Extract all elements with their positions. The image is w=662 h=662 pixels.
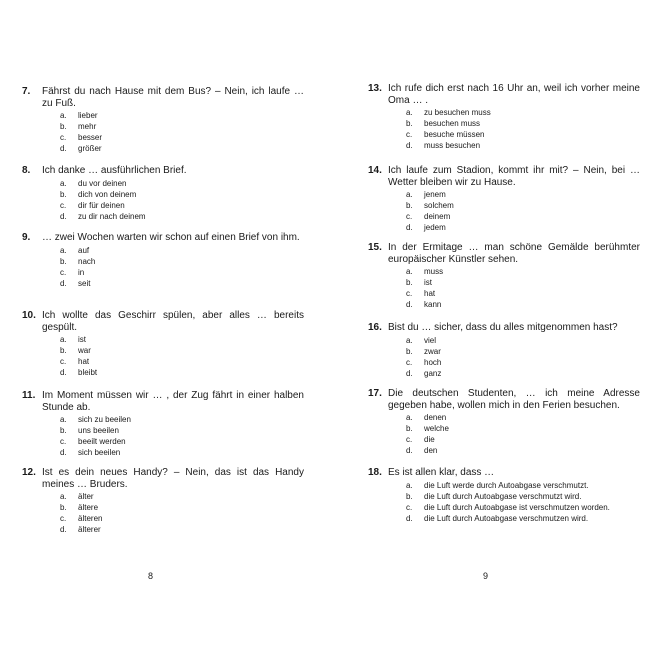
question-number: 17. (368, 388, 382, 399)
answer-option (60, 200, 304, 211)
option-letter: d. (406, 513, 413, 523)
answer-option (60, 178, 304, 189)
question-text: Ich wollte das Geschirr spülen, aber alles … bereits gespült. (42, 310, 304, 333)
option-text: die Luft werde durch Autoabgase verschmutzt. (424, 480, 589, 490)
option-letter: c. (406, 502, 413, 512)
answer-option (406, 357, 640, 368)
option-letter: c. (60, 514, 67, 523)
question-stem (22, 165, 304, 177)
option-letter: c. (406, 130, 413, 139)
option-text: dir für deinen (78, 200, 125, 210)
question-text: Im Moment müssen wir … , der Zug fährt in einer halben Stunde ab. (42, 390, 304, 413)
answer-option (406, 288, 640, 299)
option-letter: a. (406, 267, 413, 276)
option-letter: d. (406, 223, 413, 232)
answer-option (406, 335, 640, 346)
question-text: Die deutschen Studenten, … ich meine Adresse gegeben habe, wollen mich in den Ferien besuchen. (388, 388, 640, 411)
answer-options (22, 178, 304, 222)
option-letter: b. (406, 346, 413, 356)
option-letter: a. (60, 178, 67, 188)
answer-options (368, 480, 640, 524)
option-letter: a. (60, 335, 67, 344)
question-number: 7. (22, 86, 31, 97)
option-text: den (424, 446, 438, 455)
answer-option (60, 267, 304, 278)
answer-option (60, 143, 304, 154)
option-text: zwar (424, 346, 441, 356)
answer-option (406, 412, 640, 423)
option-text: deinem (424, 212, 451, 221)
option-text: lieber (78, 111, 98, 120)
question-text: Es ist allen klar, dass … (388, 467, 495, 478)
option-text: muss (424, 267, 444, 276)
answer-option (60, 425, 304, 436)
option-letter: d. (406, 446, 413, 455)
option-letter: a. (406, 413, 413, 422)
option-text: uns beeilen (78, 426, 119, 435)
option-text: kann (424, 300, 442, 309)
answer-option (60, 132, 304, 143)
option-letter: c. (406, 289, 413, 298)
answer-option (60, 189, 304, 200)
option-text: älterer (78, 525, 101, 534)
option-letter: d. (60, 144, 67, 153)
answer-option (60, 447, 304, 458)
option-text: nach (78, 256, 96, 266)
question-5 (368, 388, 640, 456)
question-2 (368, 165, 640, 233)
option-text: jedem (424, 223, 446, 232)
question-stem (22, 390, 304, 413)
option-letter: c. (60, 357, 67, 366)
option-letter: b. (60, 189, 67, 199)
option-text: welche (424, 424, 449, 433)
answer-options (22, 334, 304, 378)
page-number: 9 (483, 571, 489, 581)
answer-options (368, 335, 640, 379)
question-4 (368, 322, 640, 379)
option-text: war (78, 346, 91, 355)
option-letter: d. (60, 368, 67, 377)
option-letter: c. (60, 133, 67, 142)
answer-option (406, 107, 640, 118)
option-letter: a. (406, 335, 413, 345)
question-number: 10. (22, 310, 36, 321)
answer-option (406, 129, 640, 140)
option-letter: a. (406, 108, 413, 117)
question-5 (22, 390, 304, 458)
option-text: solchem (424, 201, 454, 210)
option-text: besser (78, 133, 103, 142)
answer-option (406, 211, 640, 222)
option-letter: d. (406, 300, 413, 309)
option-text: denen (424, 413, 447, 422)
question-number: 16. (368, 322, 382, 333)
question-stem (368, 165, 640, 188)
answer-option (406, 502, 640, 513)
option-text: jenem (424, 190, 446, 199)
question-text: … zwei Wochen warten wir schon auf einen Brief von ihm. (42, 232, 300, 243)
question-stem (22, 310, 304, 333)
option-letter: b. (406, 491, 413, 501)
option-text: ist (78, 335, 86, 344)
option-letter: b. (60, 346, 67, 355)
question-6 (368, 467, 640, 524)
option-text: die Luft durch Autoabgase verschmutzt wird. (424, 491, 582, 501)
answer-option (60, 345, 304, 356)
option-text: die Luft durch Autoabgase ist verschmutzen worden. (424, 502, 610, 512)
option-text: älter (78, 492, 94, 501)
option-text: hoch (424, 357, 442, 367)
option-text: du vor deinen (78, 178, 127, 188)
question-stem (22, 86, 304, 109)
option-letter: d. (406, 368, 413, 378)
answer-option (60, 513, 304, 524)
option-letter: a. (60, 492, 67, 501)
answer-option (60, 367, 304, 378)
question-4 (22, 310, 304, 378)
answer-option (406, 445, 640, 456)
option-letter: c. (406, 212, 413, 221)
option-text: bleibt (78, 368, 98, 377)
answer-option (60, 334, 304, 345)
option-letter: b. (60, 122, 67, 131)
option-text: muss besuchen (424, 141, 481, 150)
option-letter: c. (60, 437, 67, 446)
answer-option (60, 256, 304, 267)
answer-option (60, 121, 304, 132)
option-text: ist (424, 278, 432, 287)
answer-option (406, 513, 640, 524)
question-2 (22, 165, 304, 222)
question-text: Ich laufe zum Stadion, kommt ihr mit? – Nein, bei … Wetter bleiben wir zu Hause. (388, 165, 640, 188)
question-text: Ist es dein neues Handy? – Nein, das ist das Handy meines … Bruders. (42, 467, 304, 490)
question-number: 13. (368, 83, 382, 94)
question-text: In der Ermitage … man schöne Gemälde berühmter europäischer Künstler sehen. (388, 242, 640, 265)
right-page (331, 0, 662, 662)
option-letter: a. (406, 480, 413, 490)
answer-options (22, 491, 304, 535)
question-stem (368, 242, 640, 265)
answer-options (22, 110, 304, 154)
option-text: ältere (78, 503, 99, 512)
option-text: zu besuchen muss (424, 108, 491, 117)
answer-option (60, 211, 304, 222)
option-letter: a. (60, 111, 67, 120)
answer-option (60, 278, 304, 289)
question-stem (368, 83, 640, 106)
option-letter: d. (60, 525, 67, 534)
question-text: Fährst du nach Hause mit dem Bus? – Nein, ich laufe … zu Fuß. (42, 86, 304, 109)
option-text: besuche müssen (424, 130, 485, 139)
option-text: dich von deinem (78, 189, 137, 199)
answer-option (60, 414, 304, 425)
answer-option (406, 434, 640, 445)
answer-option (406, 368, 640, 379)
question-number: 14. (368, 165, 382, 176)
option-letter: d. (60, 448, 67, 457)
answer-option (406, 423, 640, 434)
answer-option (60, 436, 304, 447)
question-number: 12. (22, 467, 36, 478)
option-letter: a. (60, 415, 67, 424)
question-text: Ich danke … ausführlichen Brief. (42, 165, 187, 176)
page-number: 8 (148, 571, 154, 581)
answer-option (406, 266, 640, 277)
question-6 (22, 467, 304, 535)
question-number: 9. (22, 232, 31, 243)
option-letter: b. (406, 278, 413, 287)
answer-option (60, 491, 304, 502)
option-text: hat (78, 357, 90, 366)
question-number: 8. (22, 165, 31, 176)
option-text: mehr (78, 122, 97, 131)
question-1 (22, 86, 304, 154)
option-letter: b. (60, 256, 67, 266)
option-text: seit (78, 278, 91, 288)
option-letter: a. (406, 190, 413, 199)
option-letter: b. (406, 424, 413, 433)
answer-option (60, 502, 304, 513)
option-text: älteren (78, 514, 103, 523)
answer-option (406, 200, 640, 211)
answer-options (22, 245, 304, 289)
option-text: sich beeilen (78, 448, 121, 457)
answer-options (22, 414, 304, 458)
question-text: Bist du … sicher, dass du alles mitgenommen hast? (388, 322, 618, 333)
option-letter: c. (406, 435, 413, 444)
option-text: sich zu beeilen (78, 415, 131, 424)
option-letter: c. (406, 357, 413, 367)
answer-option (406, 299, 640, 310)
question-stem (368, 467, 640, 479)
option-text: hat (424, 289, 436, 298)
answer-options (368, 107, 640, 151)
option-letter: b. (60, 426, 67, 435)
option-letter: a. (60, 245, 67, 255)
option-text: größer (78, 144, 102, 153)
answer-options (368, 189, 640, 233)
question-3 (368, 242, 640, 310)
option-letter: b. (60, 503, 67, 512)
question-3 (22, 232, 304, 289)
option-letter: d. (406, 141, 413, 150)
answer-option (406, 277, 640, 288)
question-number: 15. (368, 242, 382, 253)
answer-option (60, 110, 304, 121)
question-stem (368, 388, 640, 411)
answer-option (406, 189, 640, 200)
option-text: in (78, 267, 85, 277)
option-letter: d. (60, 211, 67, 221)
answer-option (406, 480, 640, 491)
option-text: zu dir nach deinem (78, 211, 146, 221)
option-text: auf (78, 245, 90, 255)
question-number: 11. (22, 390, 36, 401)
answer-option (60, 524, 304, 535)
answer-option (406, 140, 640, 151)
option-letter: c. (60, 200, 67, 210)
question-stem (368, 322, 640, 334)
answer-option (406, 118, 640, 129)
answer-options (368, 266, 640, 310)
question-1 (368, 83, 640, 151)
answer-option (406, 346, 640, 357)
option-letter: c. (60, 267, 67, 277)
option-text: beeilt werden (78, 437, 126, 446)
answer-option (60, 245, 304, 256)
answer-option (60, 356, 304, 367)
option-text: die (424, 435, 435, 444)
question-stem (22, 232, 304, 244)
option-letter: b. (406, 119, 413, 128)
question-text: Ich rufe dich erst nach 16 Uhr an, weil ich vorher meine Oma … . (388, 83, 640, 106)
option-text: besuchen muss (424, 119, 481, 128)
answer-options (368, 412, 640, 456)
option-text: ganz (424, 368, 442, 378)
question-stem (22, 467, 304, 490)
answer-option (406, 222, 640, 233)
option-text: viel (424, 335, 437, 345)
option-letter: d. (60, 278, 67, 288)
option-text: die Luft durch Autoabgase verschmutzen wird. (424, 513, 589, 523)
answer-option (406, 491, 640, 502)
question-number: 18. (368, 467, 382, 478)
option-letter: b. (406, 201, 413, 210)
